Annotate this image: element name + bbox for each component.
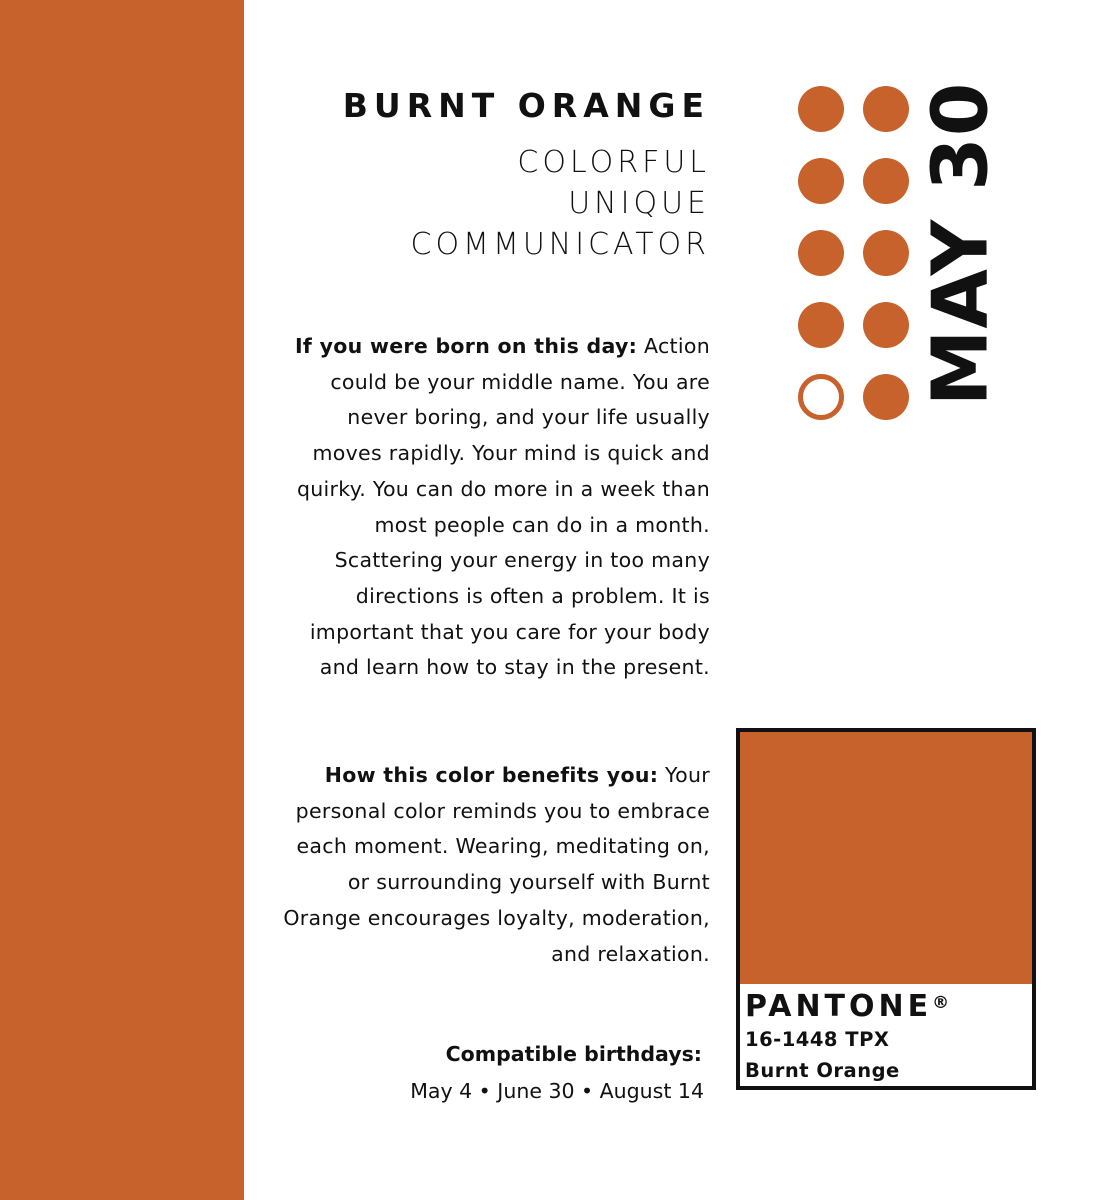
trait-colorful: COLORFUL bbox=[517, 145, 710, 180]
date-label: MAY 30 bbox=[916, 81, 1006, 407]
calendar-dot bbox=[798, 302, 844, 348]
calendar-dot-ring bbox=[798, 374, 844, 420]
color-benefits-lead: How this color benefits you: bbox=[324, 763, 659, 787]
pantone-swatch bbox=[736, 728, 1036, 1090]
color-name-title: BURNT ORANGE bbox=[342, 86, 710, 125]
birthday-paragraph bbox=[282, 329, 710, 686]
swatch-color-block bbox=[740, 732, 1032, 984]
birthday-paragraph-text: Action could be your middle name. You are never boring, and your life usually moves rapidly. Your mind is quick and quirky. You can do more in a week than most people can do in a month. Scattering your energy in too many directions is often a problem. It is important that you care for your body and learn how to stay in the present. bbox=[296, 334, 710, 680]
calendar-dot bbox=[863, 302, 909, 348]
birthday-paragraph-lead: If you were born on this day: bbox=[295, 334, 638, 358]
calendar-dot bbox=[798, 230, 844, 276]
color-sidebar bbox=[0, 0, 244, 1200]
calendar-dot bbox=[798, 86, 844, 132]
calendar-dot bbox=[863, 86, 909, 132]
pantone-brand bbox=[745, 990, 1032, 1024]
calendar-dots-grid bbox=[798, 86, 914, 426]
trait-communicator: COMMUNICATOR bbox=[410, 227, 710, 262]
trait-unique: UNIQUE bbox=[568, 186, 710, 221]
swatch-label bbox=[740, 984, 1032, 1086]
calendar-dot bbox=[863, 158, 909, 204]
color-benefits-text: Your personal color reminds you to embrace each moment. Wearing, meditating on, or surrounding yourself with Burnt Orange encourages loyalty, moderation, and relaxation. bbox=[283, 763, 710, 966]
registered-mark: ® bbox=[932, 993, 950, 1013]
calendar-dot bbox=[863, 374, 909, 420]
traits-list bbox=[411, 142, 711, 265]
compatible-birthdays-label: Compatible birthdays: bbox=[445, 1042, 702, 1066]
pantone-code: 16-1448 TPX bbox=[745, 1028, 890, 1051]
pantone-color-name: Burnt Orange bbox=[745, 1059, 900, 1082]
compatible-birthdays-dates: May 4 • June 30 • August 14 bbox=[410, 1079, 704, 1103]
calendar-dot bbox=[798, 158, 844, 204]
pantone-brand-text: PANTONE bbox=[745, 989, 933, 1024]
color-benefits-paragraph bbox=[282, 758, 710, 972]
calendar-dot bbox=[863, 230, 909, 276]
